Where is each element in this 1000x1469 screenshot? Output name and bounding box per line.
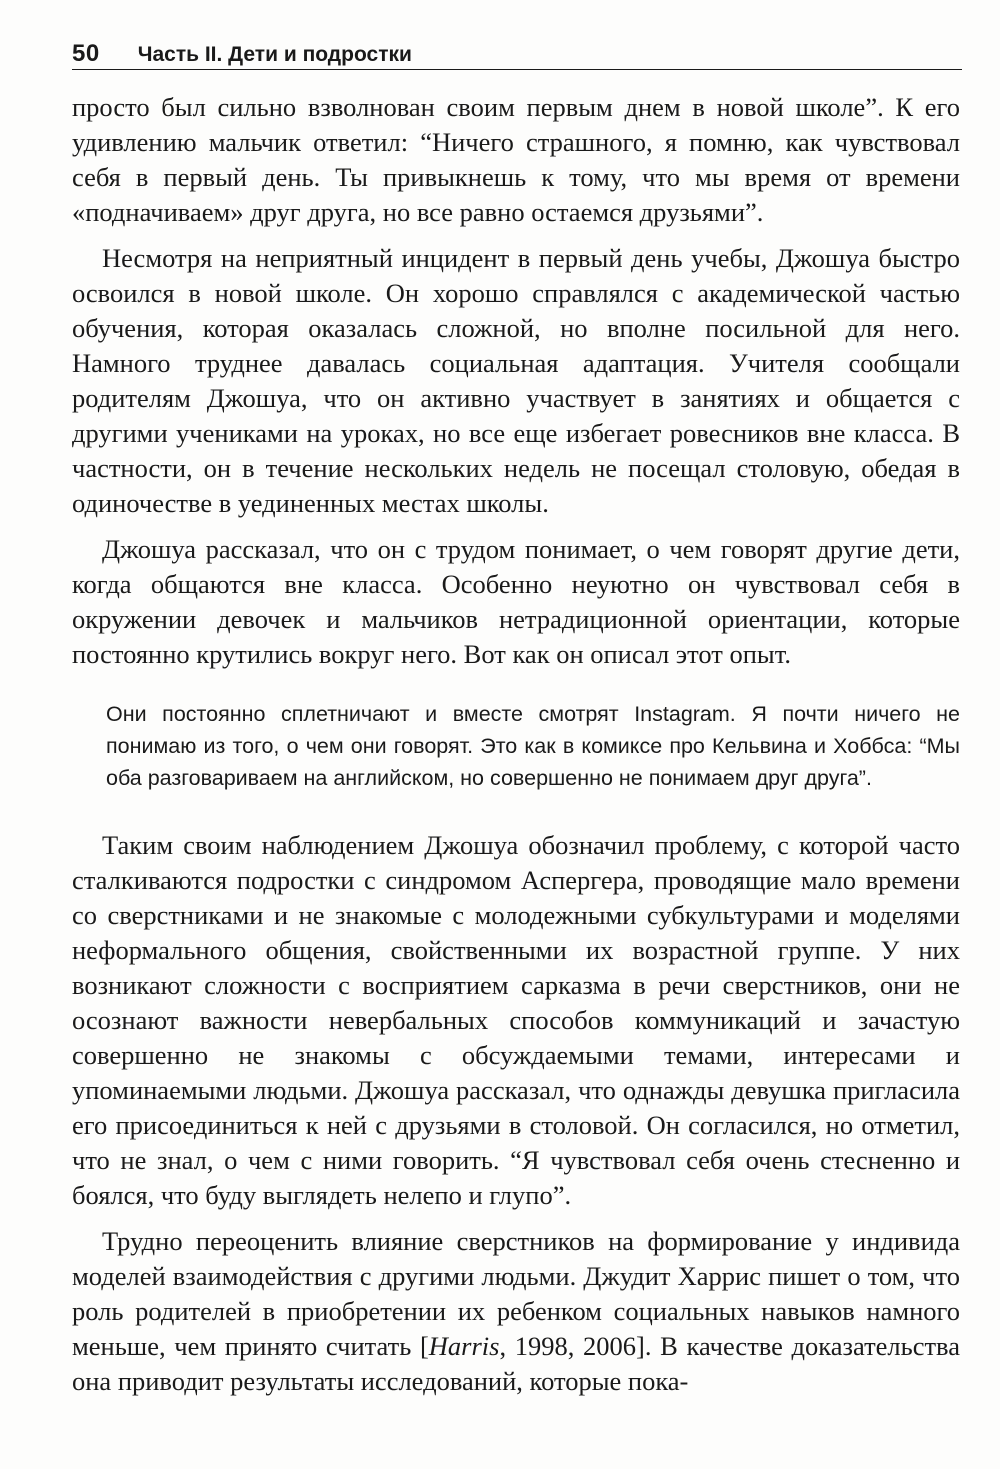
- paragraph: Таким своим наблюдением Джошуа обозначил проблему, с которой часто сталкиваются подростки с синдромом Аспергера, проводящие мало времени со сверстниками и не знакомые с молодежными субкультурами и моделями неформального общения, свойственными их возрастной группе. У них возникают сложности с восприятием сарказма в речи сверстников, они не осознают важности невербальных способов коммуникаций и зачастую совершенно не знакомы с обсуждаемыми темами, интересами и упоминаемыми людьми. Джошуа рассказал, что однажды девушка пригласила его присоединиться к ней с друзьями в столовой. Он согласился, но отметил, что не знал, о чем с ними говорить. “Я чувствовал себя очень стесненно и боялся, что буду выглядеть нелепо и глупо”.: [72, 830, 960, 1210]
- block-quote: Они постоянно сплетничают и вместе смотрят Instagram. Я почти ничего не понимаю из того, о чем они говорят. Это как в комиксе про Кельвина и Хоббса: “Мы оба разговариваем на английском, но совершенно не понимаем друг друга”.: [106, 702, 960, 790]
- running-header: [72, 40, 962, 70]
- paragraph: Несмотря на неприятный инцидент в первый день учебы, Джошуа быстро освоился в новой школе. Он хорошо справлялся с академической частью обучения, которая оказалась сложной, но вполне посильной для него. Намного труднее давалась социальная адаптация. Учителя сообщали родителям Джошуа, что он активно участвует в занятиях и общается с другими учениками на уроках, но все еще избегает ровесников вне класса. В частности, он в течение нескольких недель не посещал столовую, обедая в одиночестве в уединенных местах школы.: [72, 243, 960, 518]
- running-title: Часть II. Дети и подростки: [137, 43, 412, 66]
- header-rule: [72, 69, 962, 70]
- citation-author: Harris: [428, 1331, 500, 1361]
- paragraph-continued: просто был сильно взволнован своим первым днем в новой школе”. К его удивлению мальчик ответил: “Ничего страшного, я помню, как чувствовал себя в первый день. Ты привыкнешь к тому, что мы время от времени «подначиваем» друг друга, но все равно остаемся друзьями”.: [72, 92, 960, 227]
- paragraph-with-citation: [72, 1224, 960, 1399]
- paragraph-text: , 1998, 2006]. В качестве доказательства она приводит результаты исследований, которые пока-: [72, 1331, 960, 1396]
- page-body: [72, 90, 960, 1399]
- page-number: 50: [72, 40, 100, 67]
- paragraph: Джошуа рассказал, что он с трудом понимает, о чем говорят другие дети, когда общаются вне класса. Особенно неуютно он чувствовал себя в окружении девочек и мальчиков нетрадиционной ориентации, которые постоянно крутились вокруг него. Вот как он описал этот опыт.: [72, 534, 960, 669]
- paragraph-text: Трудно переоценить влияние сверстников на формирование у индивида моделей взаимодействия с другими людьми. Джудит Харрис пишет о том, что роль родителей в приобретении их ребенком социальных навыков намного меньше, чем принято считать [: [72, 1226, 960, 1361]
